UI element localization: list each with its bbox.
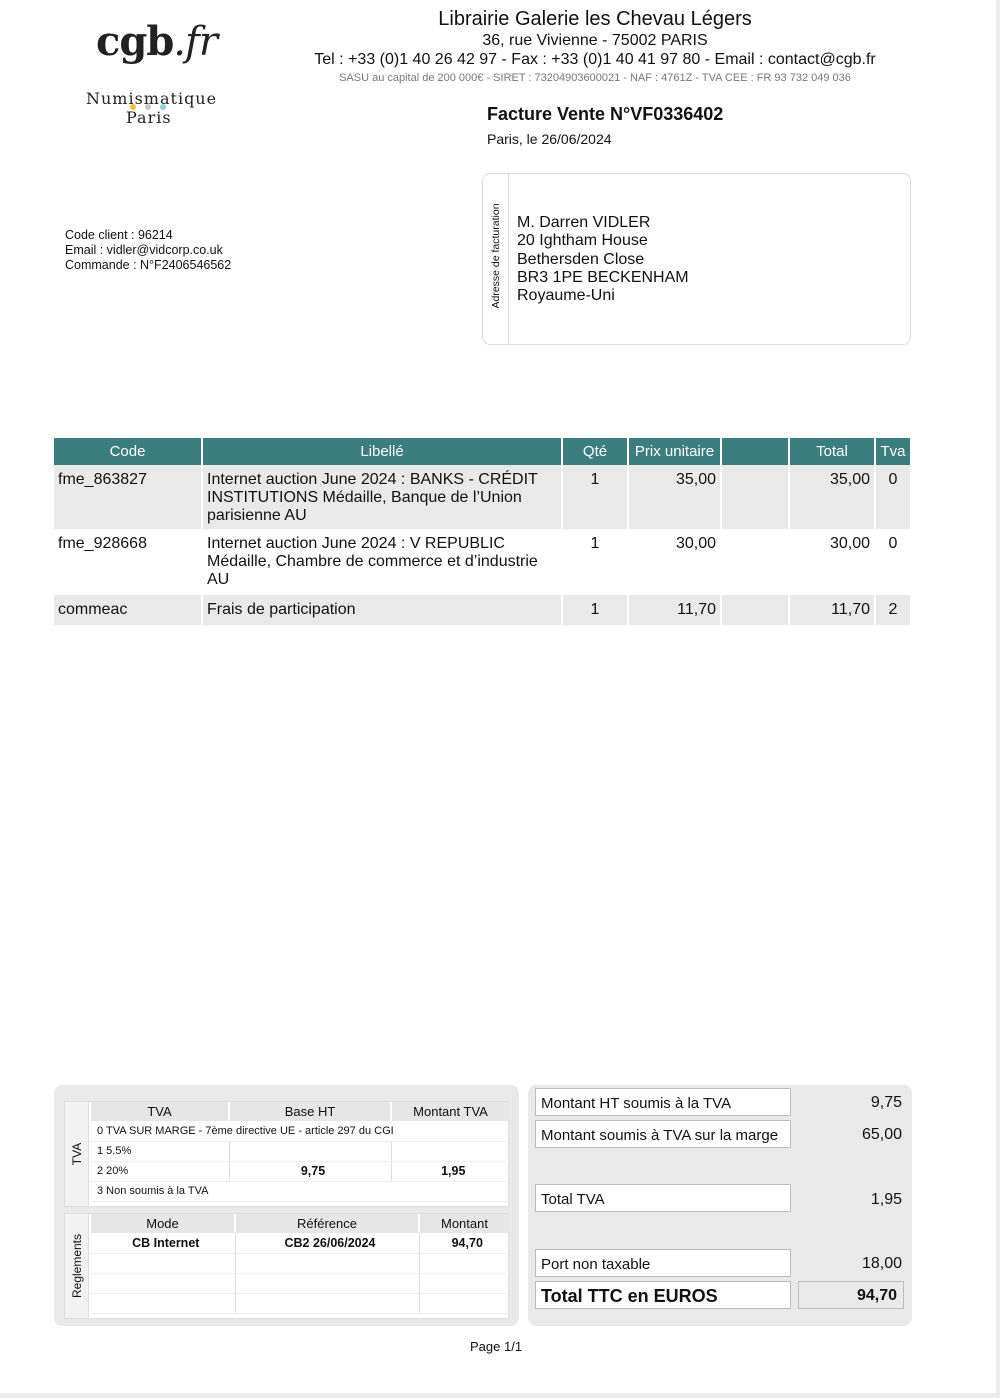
- totals-panel: [528, 1085, 912, 1326]
- item-qty: 1: [563, 595, 629, 625]
- tva-box: [64, 1101, 509, 1207]
- company-logo: [60, 18, 240, 130]
- margin-label: Montant soumis à TVA sur la marge: [535, 1120, 791, 1148]
- item-unit-price: 11,70: [629, 595, 722, 625]
- logo-city: Paris: [126, 108, 172, 127]
- tva-rate-label: 3 Non soumis à la TVA: [91, 1181, 509, 1201]
- tva-rate-label: 1 5.5%: [91, 1141, 229, 1161]
- empty-cell: [235, 1253, 419, 1273]
- col-label: Libellé: [203, 438, 563, 465]
- company-contact: Tel : +33 (0)1 40 26 42 97 - Fax : +33 (0)1 40 41 97 80 - Email : contact@cgb.fr: [314, 51, 876, 68]
- company-header: [290, 6, 900, 87]
- total-tva-value: 1,95: [870, 1191, 902, 1208]
- billing-address-box: [482, 173, 911, 345]
- billing-line: Royaume-Uni: [517, 287, 615, 305]
- payment-reference: CB2 26/06/2024: [235, 1233, 419, 1253]
- item-label: Internet auction June 2024 : BANKS - CRÉDIT INSTITUTIONS Médaille, Banque de l’Union parisienne AU: [203, 465, 563, 529]
- total-ht-label: Montant HT soumis à la TVA: [535, 1088, 791, 1116]
- tva-side: [65, 1102, 89, 1206]
- tva-base: [229, 1141, 391, 1161]
- billing-side: [483, 174, 509, 344]
- items-header-row: [54, 438, 910, 465]
- empty-cell: [419, 1293, 509, 1313]
- item-label: Frais de participation: [203, 595, 563, 625]
- empty-cell: [419, 1273, 509, 1293]
- items-table: [54, 438, 910, 625]
- tva-rate-label: 2 20%: [91, 1161, 229, 1181]
- page-number: Page 1/1: [470, 1339, 523, 1354]
- tva-side-label: TVA: [69, 1142, 84, 1166]
- total-ttc-label: Total TTC en EUROS: [535, 1281, 791, 1309]
- billing-line: BR3 1PE BECKENHAM: [517, 268, 689, 286]
- tva-col-base: Base HT: [229, 1102, 391, 1121]
- table-row: [91, 1253, 509, 1273]
- payments-box: [64, 1213, 509, 1319]
- payments-col-amount: Montant: [419, 1214, 509, 1233]
- empty-cell: [91, 1273, 235, 1293]
- item-code: fme_928668: [54, 529, 203, 595]
- billing-line: M. Darren VIDLER: [517, 214, 651, 231]
- item-qty: 1: [563, 529, 629, 595]
- col-total: Total: [790, 438, 876, 465]
- tva-amount: [391, 1141, 509, 1161]
- logo-subtitle: Numismatique: [86, 89, 218, 108]
- item-unit-price: 30,00: [629, 529, 722, 595]
- col-unit-price: Prix unitaire: [629, 438, 722, 465]
- port-value: 18,00: [861, 1255, 902, 1272]
- item-blank: [722, 595, 790, 625]
- empty-cell: [91, 1293, 235, 1313]
- item-tva: 0: [888, 535, 898, 552]
- item-blank: [722, 465, 790, 529]
- payment-amount: 94,70: [419, 1233, 509, 1253]
- payment-mode: CB Internet: [91, 1233, 235, 1253]
- total-ht-value: 9,75: [870, 1094, 902, 1111]
- table-row: [91, 1181, 509, 1201]
- item-unit-price: 35,00: [629, 465, 722, 529]
- table-row: [91, 1293, 509, 1313]
- item-code: commeac: [54, 595, 203, 625]
- tva-payments-panel: [54, 1085, 519, 1326]
- logo-mark-suffix: .fr: [173, 19, 217, 65]
- billing-address-label: Adresse de facturation: [490, 203, 502, 309]
- item-tva: 2: [876, 595, 910, 625]
- col-tva: Tva: [876, 438, 910, 465]
- table-row: [54, 529, 910, 595]
- company-name: Librairie Galerie les Chevau Légers: [438, 8, 752, 30]
- table-row: [91, 1121, 509, 1141]
- tva-table: [91, 1102, 509, 1202]
- tva-base: 9,75: [229, 1161, 391, 1181]
- item-label: Internet auction June 2024 : V REPUBLIC Médaille, Chambre de commerce et d’industrie AU: [203, 529, 563, 595]
- margin-value: 65,00: [861, 1126, 902, 1143]
- company-address: 36, rue Vivienne - 75002 PARIS: [482, 32, 708, 49]
- billing-line: 20 Ightham House: [517, 232, 648, 250]
- col-qty: Qté: [563, 438, 629, 465]
- tva-rate-label: 0 TVA SUR MARGE - 7ème directive UE - article 297 du CGI: [91, 1121, 509, 1141]
- table-row: [91, 1161, 509, 1181]
- item-blank: [722, 529, 790, 595]
- table-row: [54, 595, 910, 625]
- total-ttc-value: 94,70: [798, 1281, 904, 1309]
- item-total: 11,70: [790, 595, 876, 625]
- payments-table: [91, 1214, 509, 1314]
- client-info: [65, 228, 231, 273]
- company-legal: SASU au capital de 200 000€ - SIRET : 73204903600021 - NAF : 4761Z - TVA CEE : FR 93 732 049 036: [339, 72, 851, 84]
- item-total: 30,00: [790, 529, 876, 595]
- tva-col-amount: Montant TVA: [391, 1102, 509, 1121]
- logo-mark-text: cgb: [96, 18, 174, 65]
- empty-cell: [235, 1293, 419, 1313]
- billing-address: [517, 214, 689, 305]
- invoice-title: Facture Vente N°VF0336402: [487, 104, 724, 124]
- item-qty: 1: [563, 465, 629, 529]
- total-tva-label: Total TVA: [535, 1184, 791, 1212]
- tva-header-row: [91, 1102, 509, 1121]
- client-code: Code client : 96214: [65, 228, 173, 242]
- table-row: [91, 1273, 509, 1293]
- payments-header-row: [91, 1214, 509, 1233]
- tva-amount: 1,95: [391, 1161, 509, 1181]
- col-blank: [722, 438, 790, 465]
- payments-col-mode: Mode: [91, 1214, 235, 1233]
- empty-cell: [235, 1273, 419, 1293]
- billing-line: Bethersden Close: [517, 250, 645, 268]
- payments-side-label: Reglements: [69, 1233, 84, 1299]
- col-code: Code: [54, 438, 203, 465]
- invoice-date: Paris, le 26/06/2024: [487, 131, 612, 147]
- item-code: fme_863827: [54, 465, 203, 529]
- item-total: 35,00: [790, 465, 876, 529]
- empty-cell: [91, 1253, 235, 1273]
- tva-col-tva: TVA: [91, 1102, 229, 1121]
- client-order: Commande : N°F2406546562: [65, 258, 232, 272]
- client-email: Email : vidler@vidcorp.co.uk: [65, 243, 223, 257]
- table-row: [91, 1141, 509, 1161]
- empty-cell: [419, 1253, 509, 1273]
- port-label: Port non taxable: [535, 1249, 791, 1277]
- table-row: [91, 1233, 509, 1253]
- table-row: [54, 465, 910, 529]
- item-tva: 0: [876, 465, 910, 529]
- logo-mark: [96, 18, 217, 65]
- payments-side: [65, 1214, 89, 1318]
- payments-col-reference: Référence: [235, 1214, 419, 1233]
